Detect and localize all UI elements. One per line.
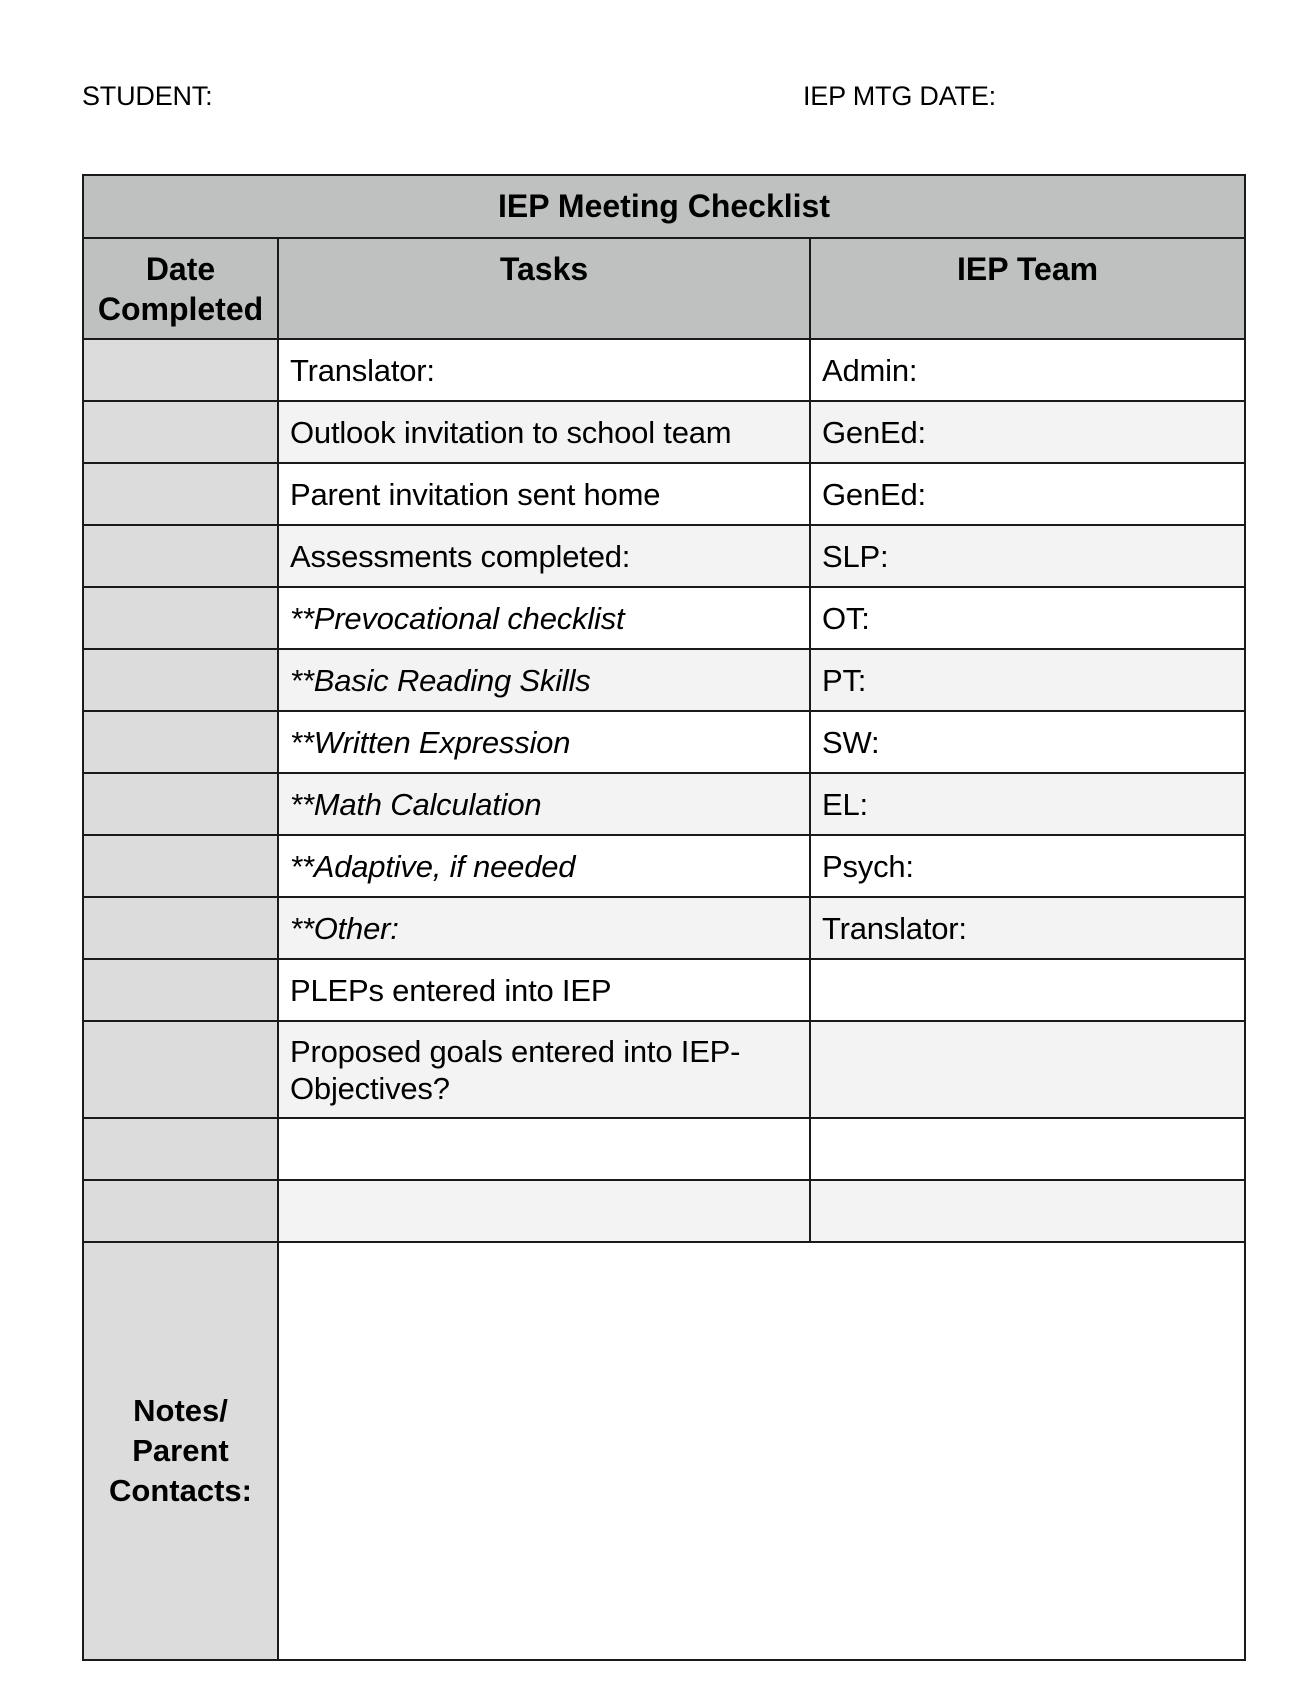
date-completed-cell[interactable] bbox=[83, 587, 278, 649]
date-completed-cell[interactable] bbox=[83, 773, 278, 835]
date-completed-cell[interactable] bbox=[83, 1021, 278, 1118]
checklist-title: IEP Meeting Checklist bbox=[83, 175, 1245, 238]
date-completed-cell[interactable] bbox=[83, 525, 278, 587]
date-completed-cell[interactable] bbox=[83, 835, 278, 897]
team-cell[interactable] bbox=[810, 1180, 1245, 1242]
team-cell: GenEd: bbox=[810, 401, 1245, 463]
notes-label-line: Contacts: bbox=[109, 1473, 252, 1508]
team-cell: Admin: bbox=[810, 339, 1245, 401]
team-cell[interactable] bbox=[810, 1118, 1245, 1180]
team-cell[interactable] bbox=[810, 1021, 1245, 1118]
table-row bbox=[83, 401, 1245, 463]
team-cell[interactable] bbox=[810, 959, 1245, 1021]
date-completed-cell[interactable] bbox=[83, 401, 278, 463]
team-cell: SW: bbox=[810, 711, 1245, 773]
date-completed-cell[interactable] bbox=[83, 463, 278, 525]
notes-parent-contacts-label bbox=[83, 1242, 278, 1660]
table-row bbox=[83, 1021, 1245, 1118]
table-row bbox=[83, 463, 1245, 525]
table-row bbox=[83, 835, 1245, 897]
table-row bbox=[83, 1180, 1245, 1242]
team-cell: EL: bbox=[810, 773, 1245, 835]
task-cell bbox=[278, 1021, 810, 1118]
notes-area[interactable] bbox=[278, 1242, 1245, 1660]
date-completed-cell[interactable] bbox=[83, 711, 278, 773]
team-cell: SLP: bbox=[810, 525, 1245, 587]
iep-meeting-date-label: IEP MTG DATE: bbox=[803, 81, 996, 111]
title-row bbox=[83, 175, 1245, 238]
task-cell: Outlook invitation to school team bbox=[278, 401, 810, 463]
table-row bbox=[83, 649, 1245, 711]
iep-meeting-checklist-table bbox=[82, 174, 1246, 1661]
task-cell: Parent invitation sent home bbox=[278, 463, 810, 525]
task-cell: **Other: bbox=[278, 897, 810, 959]
date-completed-cell[interactable] bbox=[83, 339, 278, 401]
table-row bbox=[83, 897, 1245, 959]
table-row bbox=[83, 339, 1245, 401]
table-row bbox=[83, 959, 1245, 1021]
task-cell: **Written Expression bbox=[278, 711, 810, 773]
task-cell: Assessments completed: bbox=[278, 525, 810, 587]
task-cell[interactable] bbox=[278, 1180, 810, 1242]
task-line: Objectives? bbox=[290, 1070, 450, 1106]
notes-label-line: Parent bbox=[132, 1433, 229, 1468]
team-cell: PT: bbox=[810, 649, 1245, 711]
table-row bbox=[83, 525, 1245, 587]
date-completed-cell[interactable] bbox=[83, 959, 278, 1021]
notes-label-line: Notes/ bbox=[133, 1393, 228, 1428]
date-header-line2: Completed bbox=[97, 291, 264, 327]
team-cell: OT: bbox=[810, 587, 1245, 649]
date-completed-cell[interactable] bbox=[83, 1118, 278, 1180]
tasks-header: Tasks bbox=[278, 238, 810, 339]
table-row bbox=[83, 1118, 1245, 1180]
task-line: Proposed goals entered into IEP- bbox=[290, 1033, 741, 1069]
task-cell: **Math Calculation bbox=[278, 773, 810, 835]
table-row bbox=[83, 773, 1245, 835]
notes-row bbox=[83, 1242, 1245, 1660]
table-row bbox=[83, 711, 1245, 773]
task-cell: **Adaptive, if needed bbox=[278, 835, 810, 897]
date-completed-header bbox=[83, 238, 278, 339]
date-header-line1: Date bbox=[145, 251, 216, 287]
task-cell[interactable] bbox=[278, 1118, 810, 1180]
team-cell: GenEd: bbox=[810, 463, 1245, 525]
date-completed-cell[interactable] bbox=[83, 649, 278, 711]
task-cell: **Basic Reading Skills bbox=[278, 649, 810, 711]
student-label: STUDENT: bbox=[82, 81, 213, 111]
task-cell: PLEPs entered into IEP bbox=[278, 959, 810, 1021]
date-completed-cell[interactable] bbox=[83, 1180, 278, 1242]
column-header-row bbox=[83, 238, 1245, 339]
date-completed-cell[interactable] bbox=[83, 897, 278, 959]
iep-team-header: IEP Team bbox=[810, 238, 1245, 339]
team-cell: Translator: bbox=[810, 897, 1245, 959]
team-cell: Psych: bbox=[810, 835, 1245, 897]
task-cell: Translator: bbox=[278, 339, 810, 401]
task-cell: **Prevocational checklist bbox=[278, 587, 810, 649]
table-row bbox=[83, 587, 1245, 649]
